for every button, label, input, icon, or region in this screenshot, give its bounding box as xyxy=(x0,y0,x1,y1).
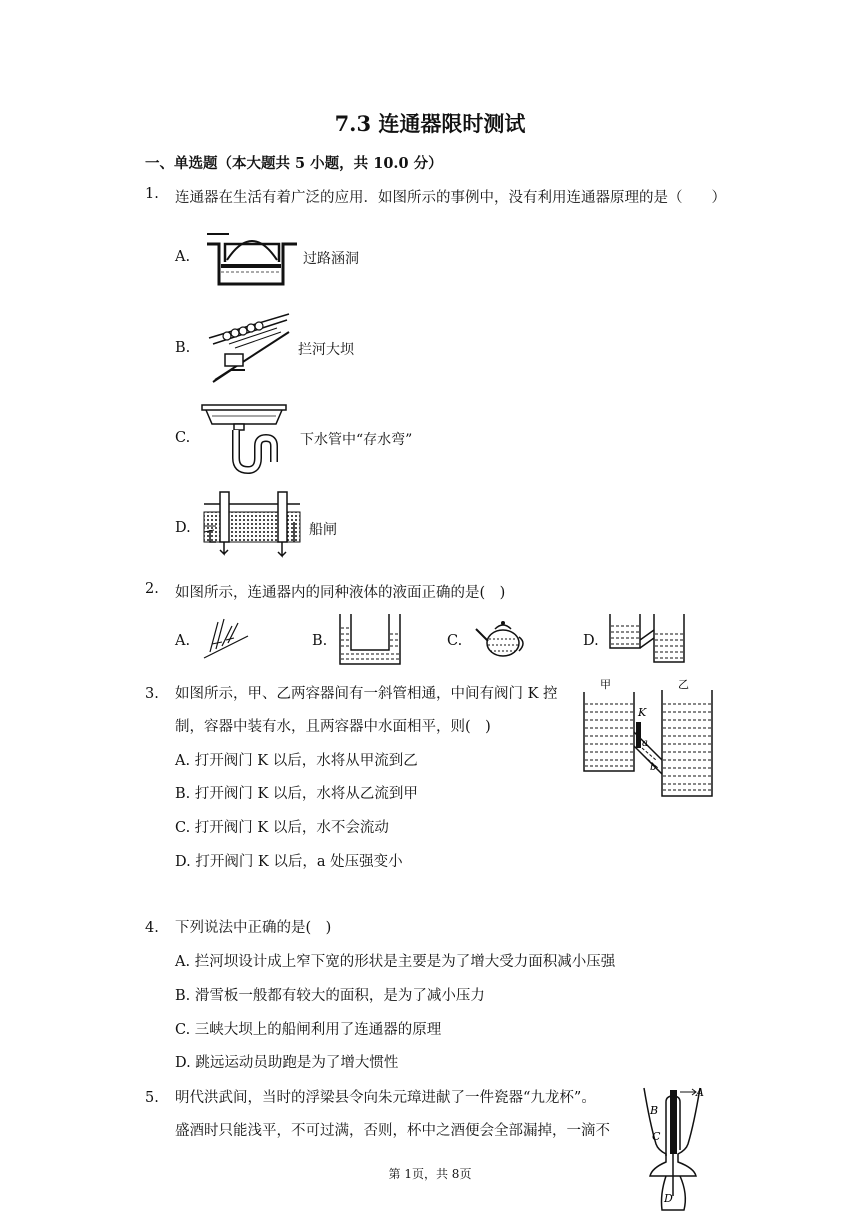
q3-option-d-label: D. xyxy=(175,854,191,870)
q3-option-a-label: A. xyxy=(175,753,191,769)
q1-stem: 连通器在生活有着广泛的应用．如图所示的事例中，没有利用连通器原理的是（ ） xyxy=(175,190,726,206)
q3-option-b-text: 打开阀门 K 以后，水将从乙流到甲 xyxy=(194,786,418,802)
q5-label-a: A xyxy=(696,1086,704,1099)
q2-option-c-label[interactable]: C. xyxy=(447,633,463,649)
q3-option-c-label: C. xyxy=(175,820,191,836)
q3-label-a: a xyxy=(642,738,648,749)
ship-lock-figure xyxy=(202,486,304,562)
q5-label-b: B xyxy=(650,1104,659,1117)
q5-label-d: D xyxy=(664,1192,673,1205)
section-heading: 一、单选题（本大题共 5 小题，共 10.0 分） xyxy=(145,155,443,172)
q2-stem: 如图所示，连通器内的同种液体的液面正确的是( ) xyxy=(175,585,506,601)
q3-label-valve: K xyxy=(638,706,647,719)
q3-label-left: 甲 xyxy=(600,678,611,691)
q2-option-d-label[interactable]: D. xyxy=(583,633,599,649)
q4-option-c-label: C. xyxy=(175,1022,191,1038)
q3-option-c[interactable] xyxy=(175,812,389,845)
q4-option-d[interactable] xyxy=(175,1047,398,1080)
q5-number: 5. xyxy=(145,1090,159,1106)
q3-option-a[interactable] xyxy=(175,745,418,778)
q3-option-d-text: 打开阀门 K 以后，a 处压强变小 xyxy=(195,854,403,870)
q5-stem-line2: 盛酒时只能浅平，不可过满，否则，杯中之酒便会全部漏掉，一滴不 xyxy=(175,1123,610,1139)
teapot-figure xyxy=(473,615,528,661)
q4-option-c-text: 三峡大坝上的船闸利用了连通器的原理 xyxy=(194,1022,442,1038)
q4-option-b-text: 滑雪板一般都有较大的面积，是为了减小压力 xyxy=(194,988,485,1004)
q3-option-b-label: B. xyxy=(175,786,191,802)
nine-dragon-cup-figure xyxy=(636,1084,712,1214)
q2-option-a-label[interactable]: A. xyxy=(175,633,191,649)
q1-number: 1. xyxy=(145,186,159,202)
q3-stem-line1: 如图所示，甲、乙两容器间有一斜管相通，中间有阀门 K 控 xyxy=(175,686,558,702)
q5-label-c: C xyxy=(652,1130,661,1143)
q4-option-b-label: B. xyxy=(175,988,191,1004)
q3-label-b: b xyxy=(650,762,657,773)
q3-option-c-text: 打开阀门 K 以后，水不会流动 xyxy=(194,820,389,836)
q5-stem-line1: 明代洪武间，当时的浮梁县令向朱元璋进献了一件瓷器“九龙杯”。 xyxy=(175,1090,596,1106)
q4-option-a[interactable] xyxy=(175,946,615,979)
q2-option-b-label[interactable]: B. xyxy=(312,633,328,649)
q3-number: 3. xyxy=(145,686,159,702)
q1-option-a-caption: 过路涵洞 xyxy=(303,251,359,267)
q3-label-right: 乙 xyxy=(678,678,689,691)
q4-option-b[interactable] xyxy=(175,980,485,1013)
q2-figure-b xyxy=(337,612,403,668)
q3-stem-line2: 制，容器中装有水，且两容器中水面相平，则( ) xyxy=(175,719,491,735)
q2-number: 2. xyxy=(145,581,159,597)
dam-figure xyxy=(205,310,295,385)
q4-option-a-text: 拦河坝设计成上窄下宽的形状是主要是为了增大受力面积减小压强 xyxy=(194,954,616,970)
q4-number: 4. xyxy=(145,920,159,936)
q4-option-d-label: D. xyxy=(175,1055,191,1071)
q1-option-c-caption: 下水管中“存水弯” xyxy=(300,432,413,448)
q3-option-a-text: 打开阀门 K 以后，水将从甲流到乙 xyxy=(194,753,418,769)
culvert-figure xyxy=(205,222,300,290)
q1-option-d-caption: 船闸 xyxy=(309,522,337,538)
page-title: 7.3 连通器限时测试 xyxy=(334,111,526,136)
q4-option-c[interactable] xyxy=(175,1014,441,1047)
q1-option-a-label[interactable]: A. xyxy=(175,249,191,265)
q1-option-b-label[interactable]: B. xyxy=(175,340,191,356)
q1-option-d-label[interactable]: D. xyxy=(175,520,191,536)
q3-container-figure xyxy=(582,676,716,800)
q2-figure-a xyxy=(200,612,252,662)
q4-option-a-label: A. xyxy=(175,954,191,970)
q3-option-b[interactable] xyxy=(175,778,418,811)
q4-option-d-text: 跳远运动员助跑是为了增大惯性 xyxy=(195,1055,399,1071)
q2-figure-d xyxy=(608,612,688,666)
q4-stem: 下列说法中正确的是( ) xyxy=(175,920,332,936)
q3-option-d[interactable] xyxy=(175,846,403,879)
q1-option-b-caption: 拦河大坝 xyxy=(298,342,354,358)
q1-option-c-label[interactable]: C. xyxy=(175,430,191,446)
sink-trap-figure xyxy=(200,402,295,474)
page-footer: 第 1页，共 8页 xyxy=(388,1167,472,1181)
